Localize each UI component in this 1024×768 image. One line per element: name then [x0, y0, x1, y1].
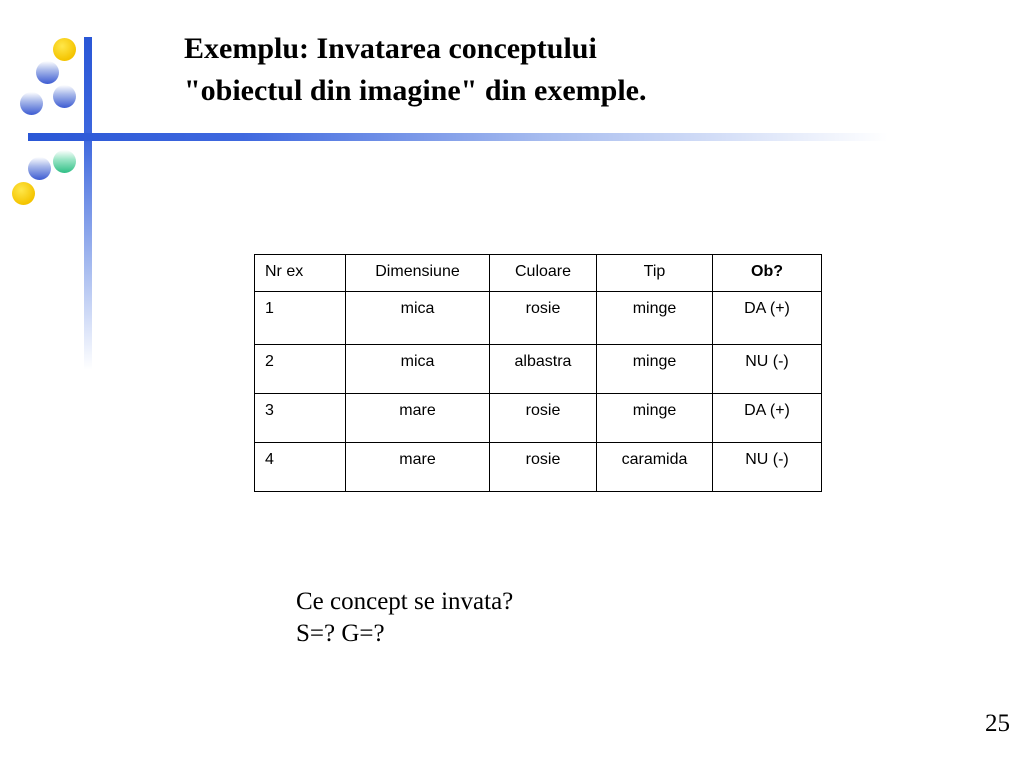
table-row	[255, 394, 822, 443]
vertical-accent-bar	[84, 37, 92, 370]
header-tip: Tip	[597, 255, 713, 292]
table-header-row	[255, 255, 822, 292]
slide-title	[184, 28, 884, 112]
question-line-2: S=? G=?	[296, 620, 385, 647]
cell-culoare: rosie	[490, 292, 597, 345]
slide-title-line-1: Exemplu: Invatarea conceptului	[184, 32, 597, 65]
header-nr-ex: Nr ex	[255, 255, 346, 292]
cell-dimensiune: mare	[346, 443, 490, 492]
cell-nr-ex: 4	[255, 443, 346, 492]
cell-ob: DA (+)	[713, 394, 822, 443]
blue-dot-decoration	[28, 157, 51, 180]
cell-nr-ex: 3	[255, 394, 346, 443]
table-row	[255, 345, 822, 394]
cell-tip: minge	[597, 292, 713, 345]
cell-culoare: albastra	[490, 345, 597, 394]
examples-table	[254, 254, 822, 492]
blue-dot-decoration	[36, 61, 59, 84]
cell-ob: DA (+)	[713, 292, 822, 345]
page-number: 25	[985, 710, 1010, 737]
blue-dot-decoration	[53, 85, 76, 108]
table-row	[255, 292, 822, 345]
yellow-dot-decoration	[53, 38, 76, 61]
cell-nr-ex: 1	[255, 292, 346, 345]
header-dimensiune: Dimensiune	[346, 255, 490, 292]
cell-tip: minge	[597, 394, 713, 443]
cell-tip: caramida	[597, 443, 713, 492]
cell-nr-ex: 2	[255, 345, 346, 394]
slide-title-line-2: "obiectul din imagine" din exemple.	[184, 74, 647, 107]
cell-culoare: rosie	[490, 394, 597, 443]
cell-dimensiune: mica	[346, 345, 490, 394]
blue-dot-decoration	[20, 92, 43, 115]
cell-dimensiune: mica	[346, 292, 490, 345]
horizontal-accent-bar	[28, 133, 888, 141]
cell-ob: NU (-)	[713, 345, 822, 394]
green-dot-decoration	[53, 150, 76, 173]
cell-dimensiune: mare	[346, 394, 490, 443]
cell-ob: NU (-)	[713, 443, 822, 492]
header-ob: Ob?	[713, 255, 822, 292]
cell-culoare: rosie	[490, 443, 597, 492]
cell-tip: minge	[597, 345, 713, 394]
yellow-dot-decoration	[12, 182, 35, 205]
header-culoare: Culoare	[490, 255, 597, 292]
question-line-1: Ce concept se invata?	[296, 588, 514, 615]
table-row	[255, 443, 822, 492]
question-text	[296, 586, 513, 650]
